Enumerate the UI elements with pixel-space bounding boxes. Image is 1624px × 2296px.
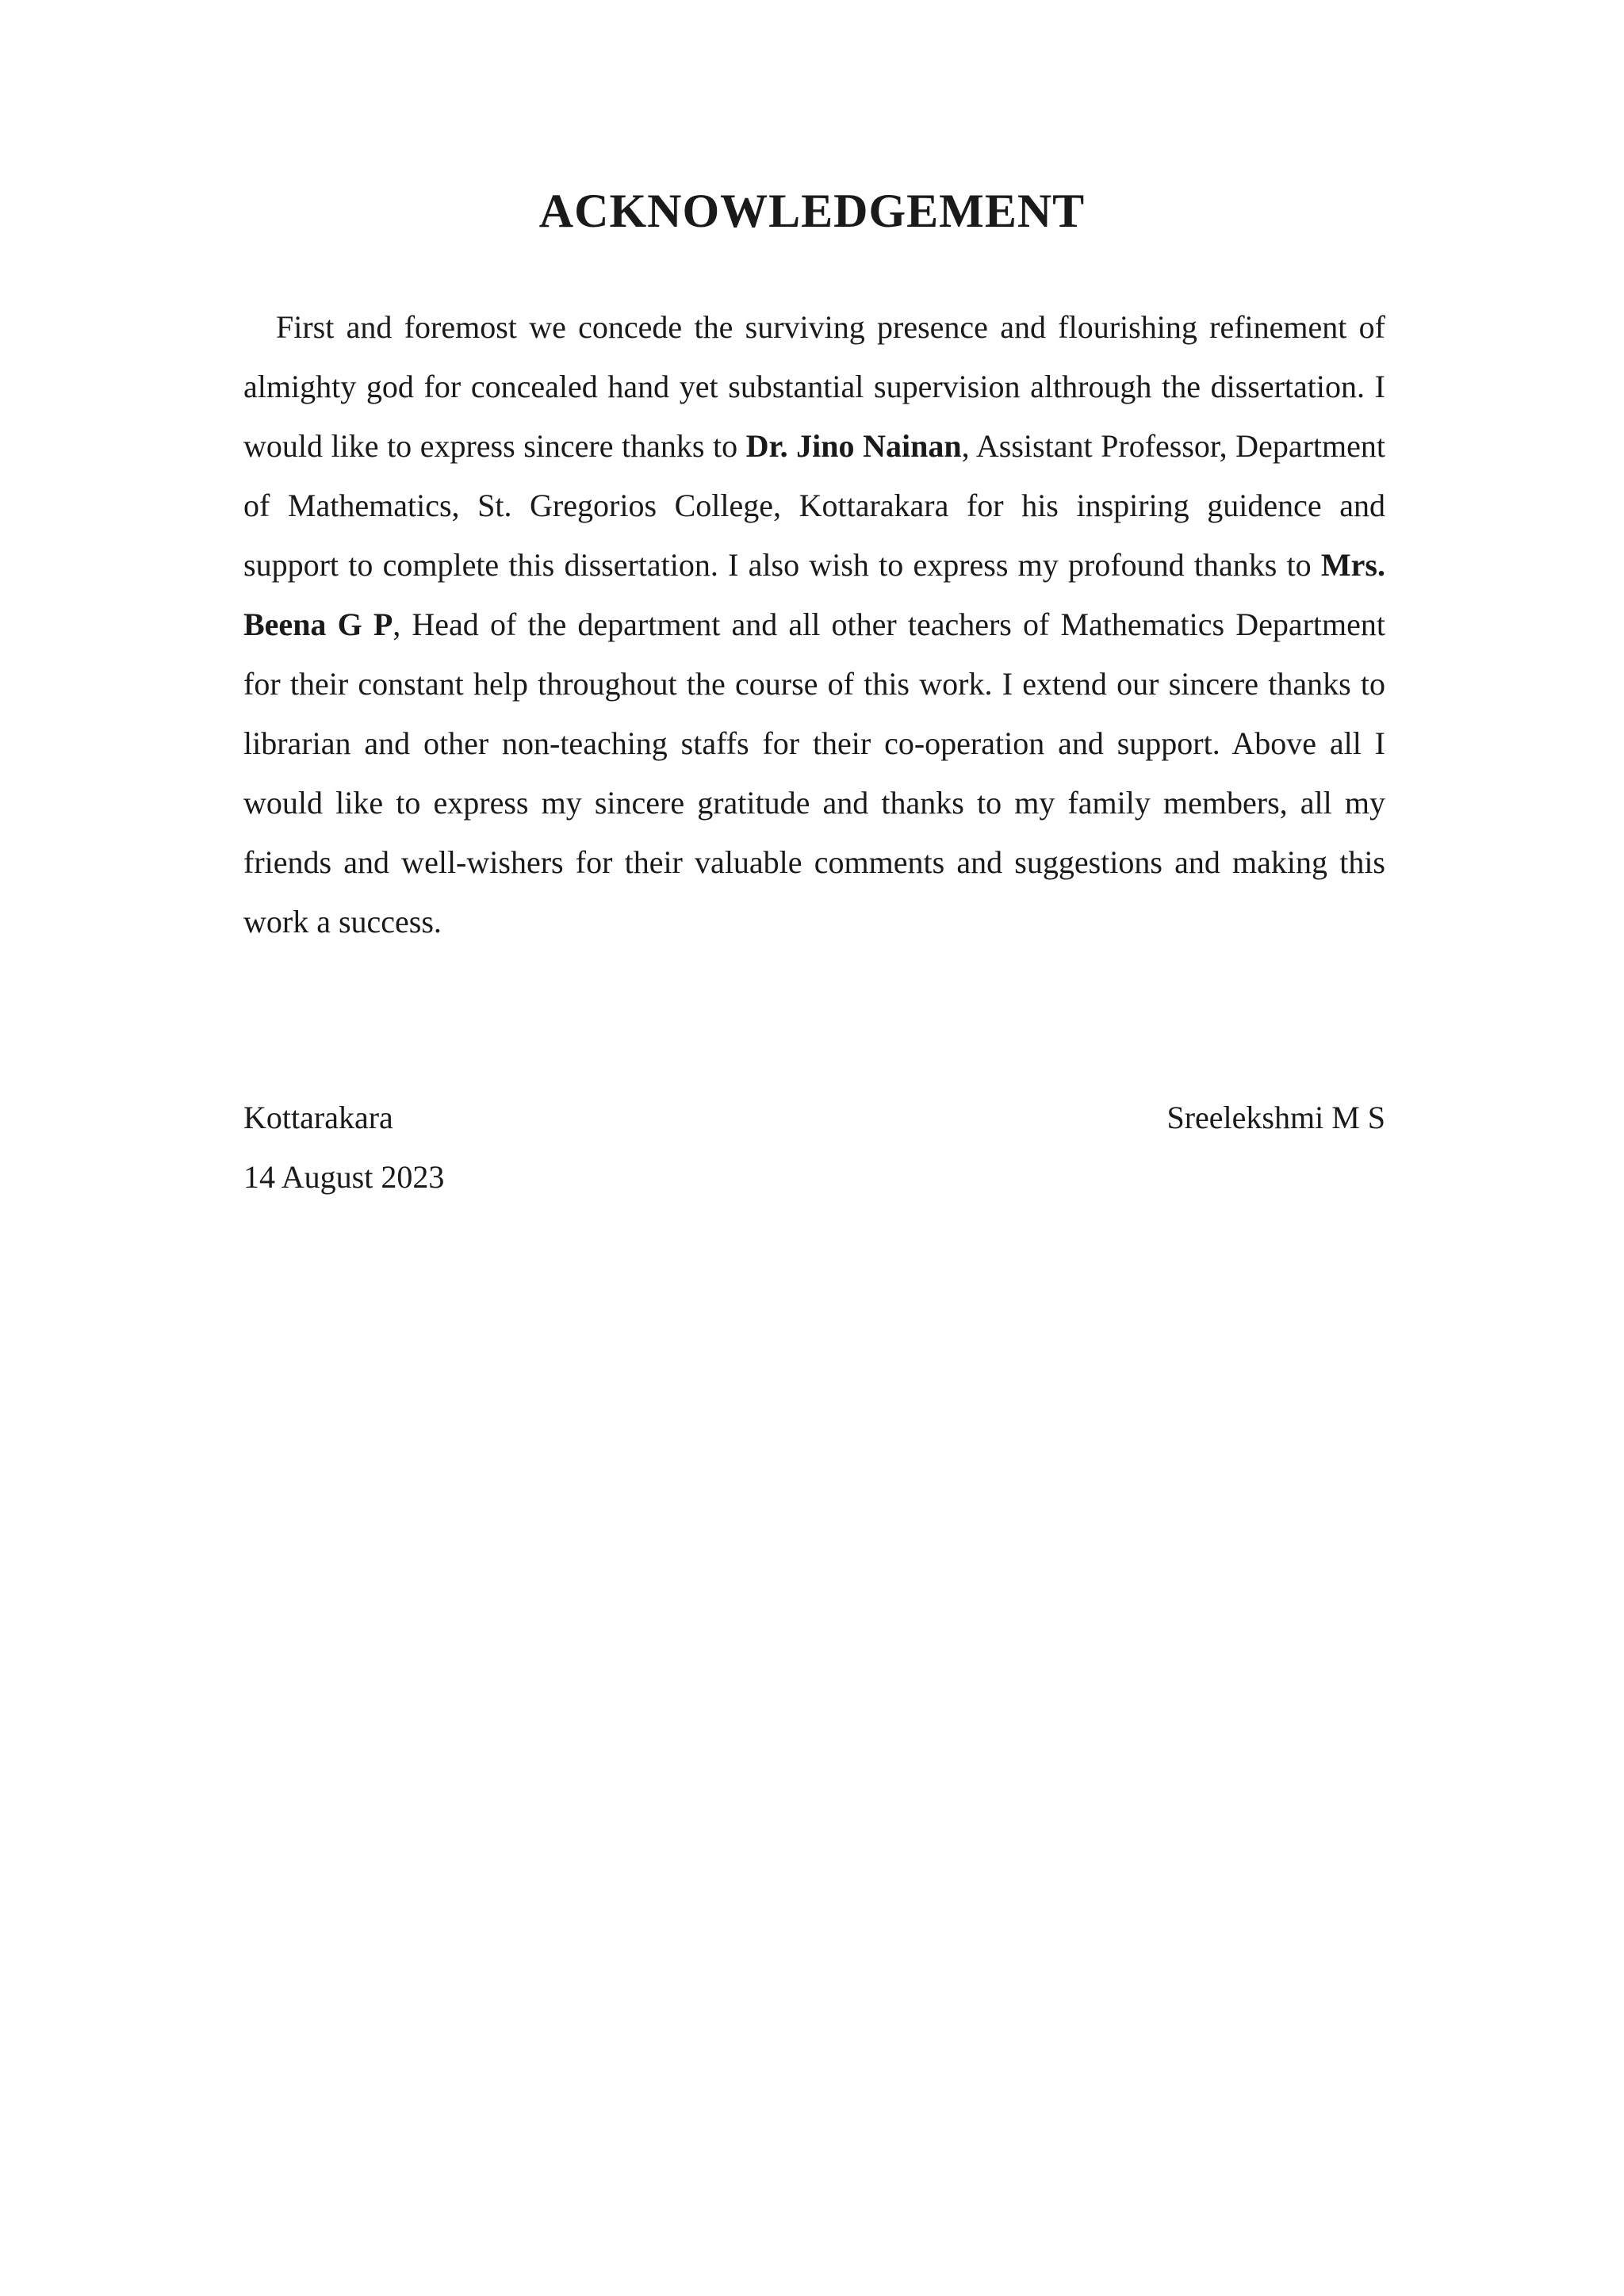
supervisor-name: Dr. Jino Nainan [745, 428, 962, 464]
closing-date: 14 August 2023 [243, 1159, 445, 1195]
closing-place: Kottarakara [243, 1100, 393, 1135]
page-title: ACKNOWLEDGEMENT [538, 185, 1086, 237]
paragraph-text-part-2: , Assistant Professor, Department of Mathematics, St. Gregorios College, Kottarakara for his inspiring guidence and support to complete this dissertation. I also wish to express my profound thanks to [243, 428, 1385, 583]
paragraph-text-part-1: First and foremost we concede the surviving presence and flourishing refinement of almighty god for concealed hand yet substantial supervision althrough the dissertation. I would like to express sincere thanks to [243, 309, 1385, 464]
head-of-department-name: Mrs. Beena G P [243, 547, 1385, 642]
author-name: Sreelekshmi M S [1166, 1100, 1385, 1135]
acknowledgement-paragraph [243, 297, 1385, 951]
paragraph-text-part-3: , Head of the department and all other teachers of Mathematics Department for their constant help throughout the course of this work. I extend our sincere thanks to librarian and other non-teaching staffs for their co-operation and support. Above all I would like to express my sincere gratitude and thanks to my family members, all my friends and well-wishers for their valuable comments and suggestions and making this work a success. [243, 607, 1385, 939]
